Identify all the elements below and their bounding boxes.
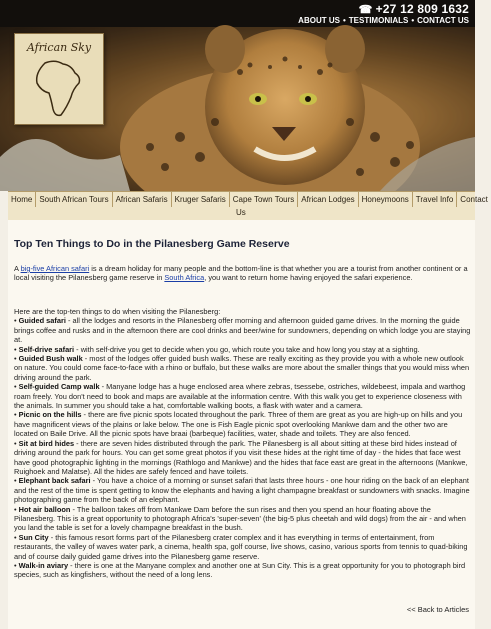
item-text: - there are five picnic spots located throughout the park. Three of them are great as you are high-up on hills and you have magnificent views of the plains or lake below. The one is Fish Eagle picnic spot overlooking Mankwe dam and the other two are located on Baile Drive. All the picnic spots have braai (barbeque) facilities, water, shade and toilets. They are also fenced.: [14, 410, 463, 439]
intro-text: , you want to return home having enjoyed the safari experience.: [204, 273, 413, 283]
nav-south-african-tours[interactable]: South African Tours: [36, 192, 112, 207]
logo-text: African Sky: [26, 41, 92, 54]
item-text: - there is one at the Manyane complex and another one at Sun City. This is a great opportunity for you to photograph bird species, such as kingfishers, without the need of a long lens.: [14, 560, 466, 580]
nav-african-lodges[interactable]: African Lodges: [298, 192, 358, 207]
phone-icon: ☎: [358, 4, 373, 16]
item-text: - this famous resort forms part of the Pilanesberg crater complex and it has everything in terms of entertainment, from restaurants, the valley of waves water park, a cinema, health spa, golf course, live shows, casino, various sports from tennis to quad-biking and of course daily guided game drives into the Pilanesberg game reserve.: [14, 532, 468, 561]
item-title: Self-guided Camp walk: [18, 382, 100, 392]
list-item: • Guided Bush walk - most of the lodges offer guided bush walks. These are really exciting as they provide you with a whole new outlook on nature. You could come face-to-face with a rhino or buffalo, but these walks are more about the smaller things that you would miss when driving around the park.: [14, 354, 470, 382]
item-title: Picnic on the hills: [18, 410, 82, 420]
intro-text: A: [14, 264, 21, 273]
intro-text: is a dream holiday for many people and the bottom-line is that whether you are a tourist from another continent or a local visiting the Pilanesberg game reserve in: [14, 264, 468, 283]
item-text: - all the lodges and resorts in the Pilanesberg offer morning and afternoon guided game drives. In the morning the guide brings coffee and rusks and in the afternoon there are cool drinks and beer/wine for sundowners, depending on which lodge you are staying at.: [14, 316, 471, 345]
item-title: Elephant back safari: [18, 476, 91, 486]
list-item: • Picnic on the hills - there are five picnic spots located throughout the park. Three of them are great as you are high-up on hills and you have magnificent views of the plains or lake below. The one is Fish Eagle picnic spot overlooking Mankwe dam and the other two are located on Baile Drive. All the picnic spots have braai (barbeque) facilities, water, shade and toilets. They are also fenced.: [14, 410, 463, 439]
list-item: • Self-guided Camp walk - Manyane lodge has a huge enclosed area where zebras, tsessebe, ostriches, wildebeest, impala and warthog roam freely. You don't need to book and maps are available at the information centre. With this walk you get to experience closeness with the animals. In summer you should take a hat, comfortable walking boots, a flask with water and a camera.: [14, 382, 466, 411]
item-title: Sit at bird hides: [18, 438, 75, 448]
nav-row: [8, 192, 488, 207]
item-title: Self-drive safari: [18, 344, 75, 354]
article-intro: [14, 264, 470, 283]
separator: •: [342, 16, 346, 25]
contact-us-link[interactable]: CONTACT US: [417, 16, 469, 25]
african-sky-logo[interactable]: [14, 33, 104, 125]
list-item: • Sit at bird hides - there are seven hides distributed through the park. The Pilanesberg is all about sitting at these bird hides instead of driving around the park for hours. You can get some great photos if you visit these hides at the right time of day - the hides that face west have good photographic lighting in the mornings (Rathlogo and Mankwe) and the hides that face east are great in the afternoons (Mankwe, Ruighoek and Malatse). All the hides are safely fenced and have toilets.: [14, 438, 468, 476]
nav-home[interactable]: Home: [8, 192, 36, 207]
top-links: [298, 16, 469, 25]
item-title: Guided safari: [18, 316, 66, 326]
nav-contact-us[interactable]: Contact: [460, 195, 488, 204]
item-text: - with self-drive you get to decide when you go, which route you take and how long you stay at a sighting.: [74, 344, 420, 354]
nav-travel-info[interactable]: Travel Info: [413, 192, 458, 207]
south-africa-link[interactable]: South Africa: [164, 273, 205, 283]
item-title: Guided Bush walk: [18, 354, 83, 364]
list-item: • Sun City - this famous resort forms part of the Pilanesberg crater complex and it has everything in terms of entertainment, from restaurants, the valley of waves water park, a cinema, health spa, golf course, live shows, casino, various sports from tennis to quad-biking and of course daily guided game drives into the Pilanesberg game reserve.: [14, 532, 468, 561]
item-title: Walk-in aviary: [18, 560, 69, 570]
article-content: [8, 220, 475, 629]
phone-number: [359, 2, 469, 16]
big-five-safari-link[interactable]: big-five African safari: [20, 264, 90, 273]
article-title: Top Ten Things to Do in the Pilanesberg Game Reserve: [14, 238, 290, 250]
item-title: Hot air balloon: [18, 504, 71, 514]
about-us-link[interactable]: ABOUT US: [298, 16, 340, 25]
item-text: - You have a choice of a morning or sunset safari that lasts three hours - one hour riding on the back of an elephant and the rest of the time is spent getting to know the elephants and having a light champagne breakfast or sundowners with snacks. Imagine photographing game from the back of an elephant.: [14, 476, 470, 505]
top-bar: [0, 0, 475, 27]
item-title: Sun City: [18, 532, 49, 542]
list-item: • Self-drive safari - with self-drive you get to decide when you go, which route you take and how long you stay at a sighting.: [14, 344, 420, 354]
africa-map-icon: [33, 59, 85, 119]
main-navigation: [8, 191, 488, 222]
item-text: - The balloon takes off from Mankwe Dam before the sun rises and then you spend an hour floating above the Pilanesberg. This is a great opportunity to photograph Africa's 'super-seven' (the big-5 plus cheetah and wild dogs) from the air - and when you land the table is set for a lovely champagne breakfast in the bush.: [14, 504, 466, 533]
nav-african-safaris[interactable]: African Safaris: [113, 192, 172, 207]
hero-banner: [0, 27, 475, 191]
nav-contact-us-overflow[interactable]: Us: [236, 208, 246, 217]
item-text: - Manyane lodge has a huge enclosed area where zebras, tsessebe, ostriches, wildebeest, impala and warthog roam freely. You don't need to book and maps are available at the information centre. With this walk you get to experience closeness with the animals. In summer you should take a hat, comfortable walking boots, a flask with water and a camera.: [14, 382, 466, 411]
list-item: • Hot air balloon - The balloon takes off from Mankwe Dam before the sun rises and then you spend an hour floating above the Pilanesberg. This is a great opportunity to photograph Africa's 'super-seven' (the big-5 plus cheetah and wild dogs) from the air - and when you land the table is set for a lovely champagne breakfast in the bush.: [14, 504, 466, 533]
list-item: • Walk-in aviary - there is one at the Manyane complex and another one at Sun City. This is a great opportunity for you to photograph bird species, such as kingfishers, without the need of a long lens.: [14, 560, 466, 580]
separator: •: [411, 16, 415, 25]
list-item: • Guided safari - all the lodges and resorts in the Pilanesberg offer morning and afternoon guided game drives. In the morning the guide brings coffee and rusks and in the afternoon there are cool drinks and beer/wine for sundowners, depending on which lodge you are staying at.: [14, 316, 471, 345]
list-item: • Elephant back safari - You have a choice of a morning or sunset safari that lasts three hours - one hour riding on the back of an elephant and the rest of the time is spent getting to know the elephants and having a light champagne breakfast or sundowners with snacks. Imagine photographing game from the back of an elephant.: [14, 476, 470, 505]
lead-paragraph: Here are the top-ten things to do when visiting the Pilanesberg:: [14, 307, 221, 316]
nav-kruger-safaris[interactable]: Kruger Safaris: [172, 192, 230, 207]
testimonials-link[interactable]: TESTIMONIALS: [348, 16, 409, 25]
item-text: - most of the lodges offer guided bush walks. These are really exciting as they provide you with a whole new outlook on nature. You could come face-to-face with a rhino or buffalo, but these walks are more about the smaller things that you would miss when driving around the park.: [14, 354, 470, 382]
back-to-articles-link[interactable]: << Back to Articles: [406, 605, 469, 614]
item-text: - there are seven hides distributed through the park. The Pilanesberg is all about sitting at these bird hides instead of driving around the park for hours. You can get some great photos if you visit these hides at the right time of day - the hides that face west have good photographic lighting in the mornings (Rathlogo and Mankwe) and the hides that face east are great in the afternoons (Mankwe, Ruighoek and Malatse). All the hides are safely fenced and have toilets.: [14, 438, 468, 476]
article-body: [14, 307, 472, 580]
nav-honeymoons[interactable]: Honeymoons: [359, 192, 413, 207]
nav-cape-town-tours[interactable]: Cape Town Tours: [230, 192, 299, 207]
phone-text: +27 12 809 1632: [375, 2, 469, 16]
